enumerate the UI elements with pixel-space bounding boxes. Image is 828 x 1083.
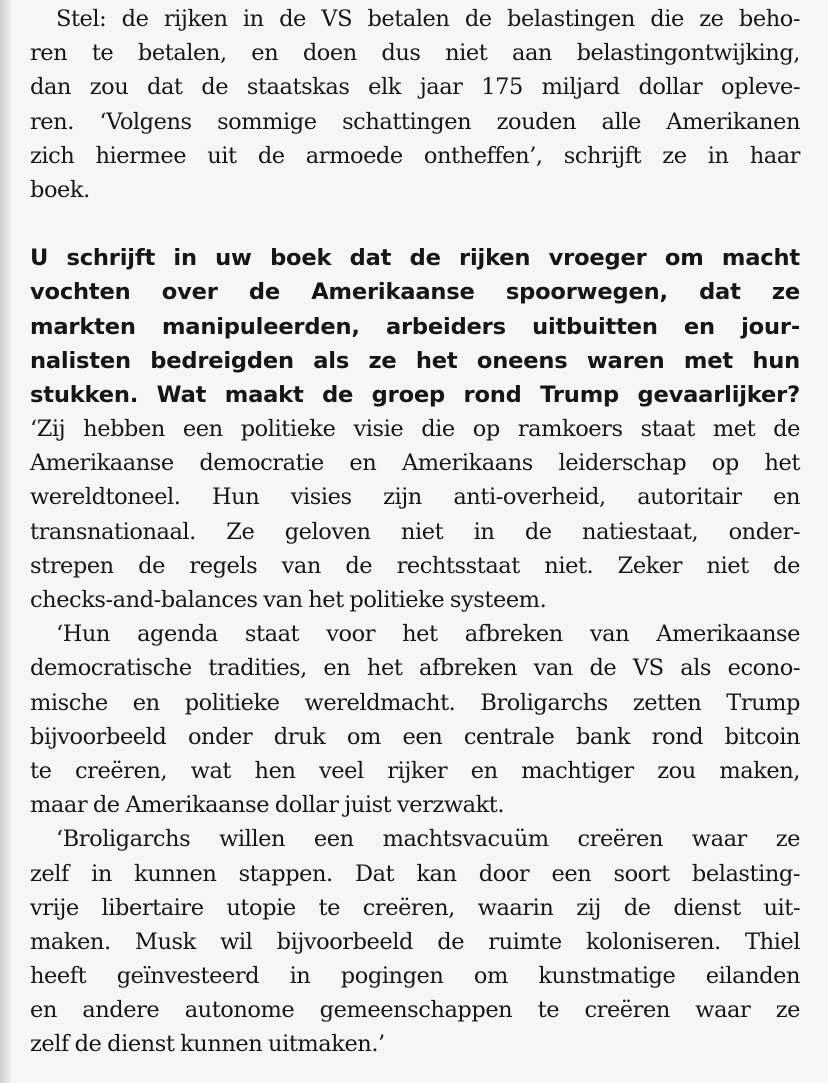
text-line: zich hiermee uit de armoede ontheffen’, schrijft ze in haar (30, 142, 800, 169)
text-line: ren te betalen, en doen dus niet aan belastingontwijking, (30, 40, 800, 67)
text-line: ‘Broligarchs willen een machtsvacuüm creëren waar ze (56, 826, 800, 853)
text-line: checks-and-balances van het politieke systeem. (30, 587, 547, 613)
paragraph-gap (30, 207, 800, 241)
intro-paragraph (30, 2, 800, 207)
text-line: ren. ‘Volgens sommige schattingen zouden alle Amerikanen (30, 108, 800, 135)
answer-paragraph-2 (30, 617, 800, 822)
text-line: democratische tradities, en het afbreken van de VS als econo- (30, 655, 800, 682)
question-line: markten manipuleerden, arbeiders uitbuitten en jour- (30, 313, 800, 340)
article-column (30, 2, 800, 1062)
text-line: vrije libertaire utopie te creëren, waarin zij de dienst uit- (30, 894, 800, 921)
interview-question (30, 241, 800, 412)
text-line: boek. (30, 176, 90, 203)
text-line: te creëren, wat hen veel rijker en machtiger zou maken, (30, 757, 800, 784)
question-line: nalisten bedreigden als ze het oneens waren met hun (30, 347, 800, 374)
text-line: bijvoorbeeld onder druk om een centrale bank rond bitcoin (30, 723, 800, 750)
question-line: stukken. Wat maakt de groep rond Trump gevaarlijker? (30, 381, 800, 408)
text-line: Stel: de rijken in de VS betalen de belastingen die ze beho- (56, 6, 800, 32)
text-line: dan zou dat de staatskas elk jaar 175 miljard dollar opleve- (30, 74, 800, 101)
text-line: ‘Hun agenda staat voor het afbreken van Amerikaanse (56, 621, 800, 648)
question-line: vochten over de Amerikaanse spoorwegen, dat ze (30, 279, 800, 306)
text-line: transnationaal. Ze geloven niet in de natiestaat, onder- (30, 518, 800, 545)
answer-paragraph-1 (30, 412, 800, 617)
text-line: heeft geïnvesteerd in pogingen om kunstmatige eilanden (30, 963, 800, 990)
text-line: mische en politieke wereldmacht. Broligarchs zetten Trump (30, 689, 800, 716)
page-edge-shadow (0, 0, 10, 1083)
text-line: zelf de dienst kunnen uitmaken.’ (30, 1031, 385, 1058)
text-line: strepen de regels van de rechtsstaat niet. Zeker niet de (30, 552, 800, 579)
text-line: Amerikaanse democratie en Amerikaans leiderschap op het (30, 450, 800, 477)
answer-paragraph-3 (30, 822, 800, 1061)
text-line: ‘Zij hebben een politieke visie die op ramkoers staat met de (30, 416, 800, 443)
text-line: wereldtoneel. Hun visies zijn anti-overheid, autoritair en (30, 484, 800, 511)
question-line: U schrijft in uw boek dat de rijken vroeger om macht (30, 245, 800, 272)
text-line: maar de Amerikaanse dollar juist verzwakt. (30, 792, 505, 819)
text-line: en andere autonome gemeenschappen te creëren waar ze (30, 997, 800, 1024)
text-line: zelf in kunnen stappen. Dat kan door een soort belasting- (30, 860, 800, 887)
text-line: maken. Musk wil bijvoorbeeld de ruimte koloniseren. Thiel (30, 928, 800, 955)
